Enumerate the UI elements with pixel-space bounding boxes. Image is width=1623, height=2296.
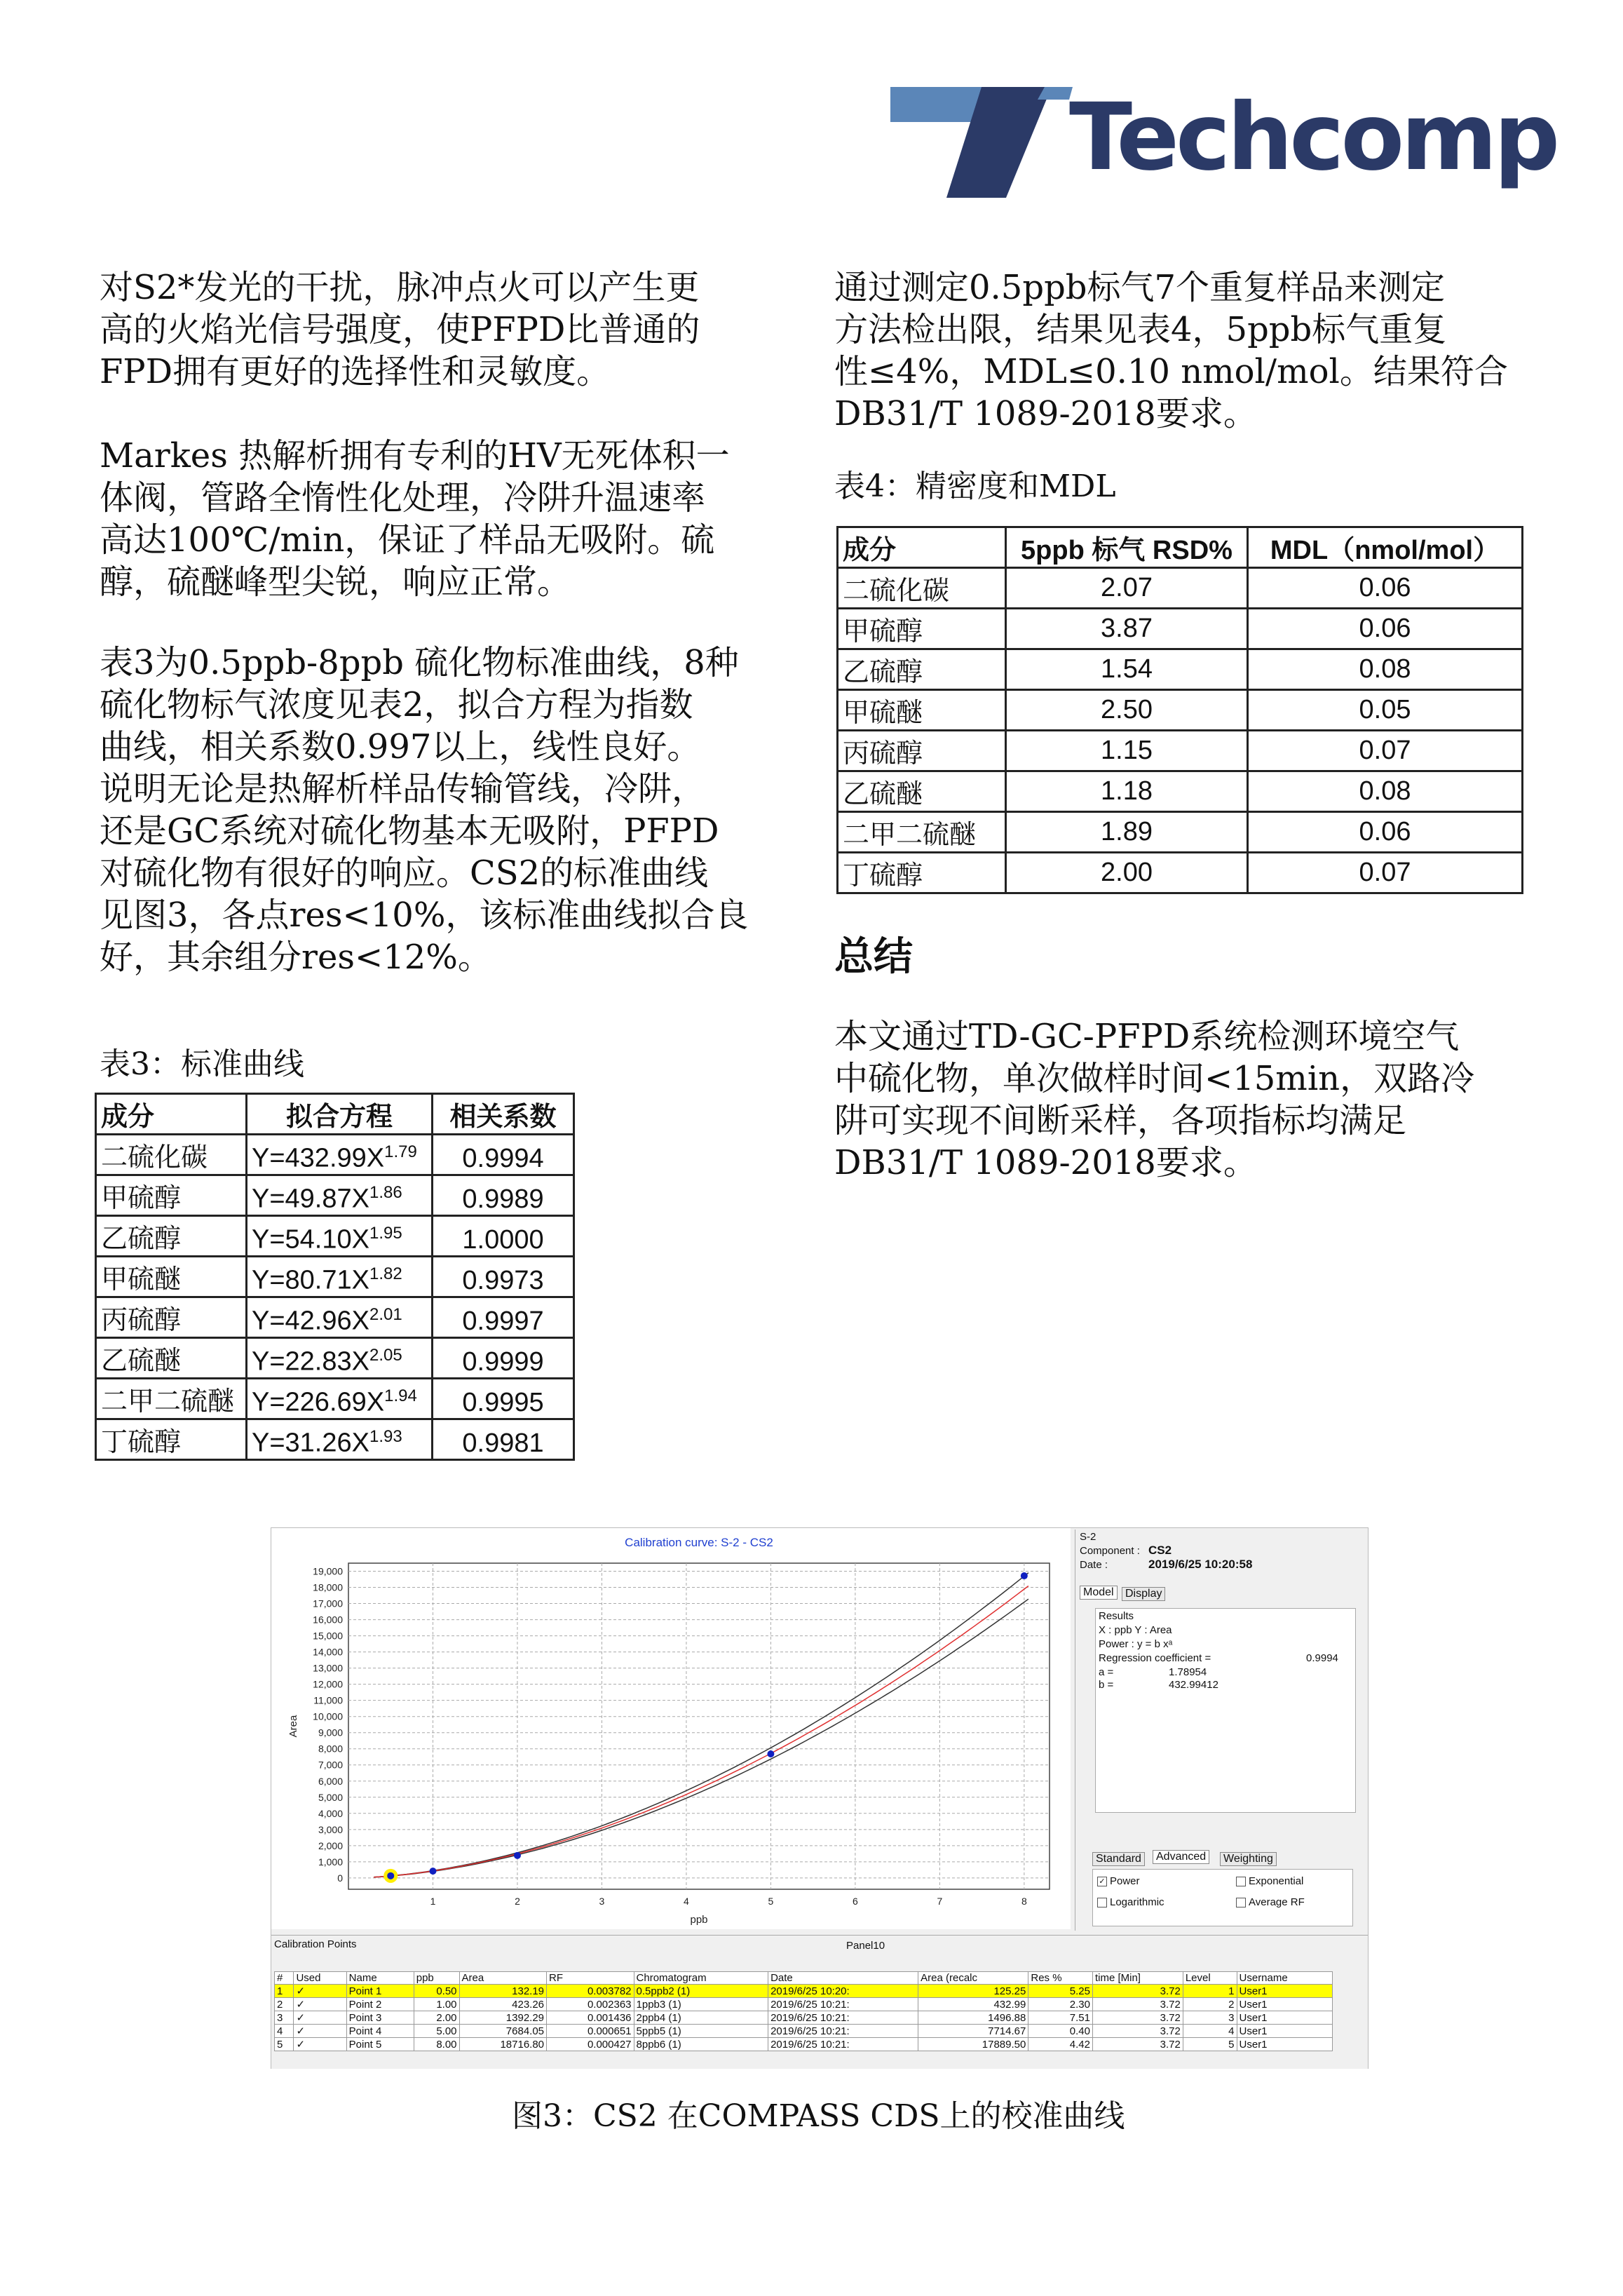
points-cell: 8.00 — [414, 2038, 459, 2051]
y-tick-label: 16,000 — [313, 1614, 343, 1626]
panel-label: Panel10 — [846, 1940, 885, 1952]
y-tick-label: 8,000 — [318, 1743, 343, 1755]
fit-equation — [247, 1297, 433, 1338]
component-name: 甲硫醚 — [838, 690, 1006, 731]
points-cell: ✓ — [294, 2025, 346, 2038]
table4-row — [838, 649, 1523, 690]
table3-row — [96, 1297, 574, 1338]
table4 — [836, 526, 1523, 894]
checkbox-icon[interactable] — [1236, 1877, 1246, 1886]
equation-exponent: 1.94 — [384, 1386, 417, 1406]
points-cell: 0.003782 — [547, 1985, 634, 1998]
points-cell: 2019/6/25 10:20: — [768, 1985, 918, 1998]
component-name: 丁硫醇 — [96, 1419, 247, 1460]
x-tick-label: 1 — [430, 1896, 436, 1907]
checkbox-icon[interactable] — [1097, 1898, 1107, 1907]
points-cell: 132.19 — [459, 1985, 547, 1998]
tab-weighting[interactable]: Weighting — [1220, 1852, 1277, 1866]
points-cell: 18716.80 — [459, 2038, 547, 2051]
table4-caption: 表4：精密度和MDL — [834, 468, 1116, 504]
y-tick-label: 3,000 — [318, 1823, 343, 1835]
option-average-rf[interactable]: Average RF — [1236, 1896, 1305, 1908]
points-cell: User1 — [1237, 1985, 1332, 1998]
fit-equation — [247, 1216, 433, 1257]
points-cell: 5.00 — [414, 2025, 459, 2038]
x-tick-label: 5 — [768, 1896, 774, 1907]
component-name: 甲硫醇 — [96, 1175, 247, 1216]
component-value: CS2 — [1148, 1544, 1172, 1557]
points-cell: 7714.67 — [918, 2025, 1028, 2038]
component-name: 甲硫醇 — [838, 609, 1006, 649]
date-label: Date : — [1080, 1559, 1108, 1571]
table4-row — [838, 609, 1523, 649]
table4-row — [838, 812, 1523, 853]
points-cell: 1.00 — [414, 1998, 459, 2011]
table3-row — [96, 1135, 574, 1175]
equation-exponent: 2.05 — [369, 1346, 402, 1365]
points-cell: 2019/6/25 10:21: — [768, 2038, 918, 2051]
points-cell: 4.42 — [1028, 2038, 1093, 2051]
option-exponential[interactable]: Exponential — [1236, 1875, 1303, 1887]
component-name: 二甲二硫醚 — [838, 812, 1006, 853]
results-label: Results — [1099, 1610, 1134, 1622]
points-header-cell[interactable]: Level — [1183, 1972, 1237, 1985]
y-tick-label: 13,000 — [313, 1662, 343, 1674]
rsd-value: 1.18 — [1006, 771, 1248, 812]
left-paragraph-1: 对S2*发光的干扰，脉冲点火可以产生更 高的火焰光信号强度，使PFPD比普通的 FPD拥有更好的选择性和灵敏度。 — [100, 268, 700, 391]
points-cell: ✓ — [294, 1985, 346, 1998]
points-cell: 3.72 — [1092, 1985, 1183, 1998]
y-tick-label: 11,000 — [313, 1694, 343, 1706]
points-cell: 3.72 — [1092, 1998, 1183, 2011]
fit-equation — [247, 1175, 433, 1216]
equation-base: Y=42.96X — [252, 1306, 369, 1336]
points-cell: 3.72 — [1092, 2025, 1183, 2038]
table3-header: 成分 — [96, 1094, 247, 1135]
plot-area — [348, 1563, 1050, 1889]
rsd-value: 3.87 — [1006, 609, 1248, 649]
points-cell: 2019/6/25 10:21: — [768, 2025, 918, 2038]
regression-value: 0.9994 — [1306, 1652, 1338, 1664]
points-cell: 1 — [1183, 1985, 1237, 1998]
points-header-cell[interactable]: Area (recalc — [918, 1972, 1028, 1985]
points-cell: Point 4 — [346, 2025, 414, 2038]
component-name: 丙硫醇 — [838, 731, 1006, 771]
y-tick-label: 1,000 — [318, 1856, 343, 1868]
tab-standard[interactable]: Standard — [1092, 1852, 1145, 1866]
mdl-value: 0.06 — [1248, 568, 1523, 609]
points-cell: 3 — [275, 2011, 294, 2025]
points-row[interactable] — [275, 1985, 1333, 1998]
table3-header: 相关系数 — [433, 1094, 574, 1135]
y-tick-label: 15,000 — [313, 1630, 343, 1642]
points-header-cell[interactable]: Used — [294, 1972, 346, 1985]
points-cell: 0.001436 — [547, 2011, 634, 2025]
points-header-cell[interactable]: Name — [346, 1972, 414, 1985]
points-cell: User1 — [1237, 2025, 1332, 2038]
y-tick-label: 19,000 — [313, 1565, 343, 1577]
table4-row — [838, 690, 1523, 731]
a-value: 1.78954 — [1169, 1666, 1207, 1678]
table3 — [95, 1093, 575, 1461]
y-tick-label: 10,000 — [313, 1710, 343, 1722]
rsd-value: 2.07 — [1006, 568, 1248, 609]
x-tick-label: 4 — [684, 1896, 689, 1907]
points-cell: 3 — [1183, 2011, 1237, 2025]
points-cell: 3.72 — [1092, 2011, 1183, 2025]
mdl-value: 0.07 — [1248, 853, 1523, 893]
points-cell: ✓ — [294, 1998, 346, 2011]
logo-text: Techcomp — [1069, 83, 1557, 191]
table4-row — [838, 771, 1523, 812]
points-header-cell[interactable]: Area — [459, 1972, 547, 1985]
table3-header-row — [96, 1094, 574, 1135]
y-tick-label: 12,000 — [313, 1678, 343, 1690]
power-text: Power : y = b xᵃ — [1099, 1638, 1173, 1650]
table3-row — [96, 1175, 574, 1216]
equation-exponent: 1.93 — [369, 1427, 402, 1447]
data-point — [514, 1852, 521, 1859]
equation-exponent: 2.01 — [369, 1305, 402, 1325]
y-axis-label: Area — [287, 1715, 299, 1738]
points-cell: 7684.05 — [459, 2025, 547, 2038]
y-tick-label: 17,000 — [313, 1598, 343, 1609]
equation-exponent: 1.86 — [369, 1183, 402, 1203]
points-header-cell[interactable]: Username — [1237, 1972, 1332, 1985]
y-tick-label: 2,000 — [318, 1839, 343, 1851]
points-cell: 8ppb6 (1) — [634, 2038, 768, 2051]
fit-equation — [247, 1257, 433, 1297]
checkbox-icon[interactable] — [1236, 1898, 1246, 1907]
fit-equation — [247, 1419, 433, 1460]
mdl-value: 0.06 — [1248, 812, 1523, 853]
y-tick-label: 14,000 — [313, 1646, 343, 1658]
points-row[interactable] — [275, 2025, 1333, 2038]
points-header-cell[interactable]: Res % — [1028, 1972, 1093, 1985]
equation-exponent: 1.82 — [369, 1264, 402, 1284]
points-cell: 0.002363 — [547, 1998, 634, 2011]
points-header-cell[interactable]: time [Min] — [1092, 1972, 1183, 1985]
table3-row — [96, 1338, 574, 1379]
component-name: 乙硫醇 — [838, 649, 1006, 690]
points-cell: 0.40 — [1028, 2025, 1093, 2038]
table4-header: MDL（nmol/mol） — [1248, 527, 1523, 568]
equation-base: Y=54.10X — [252, 1225, 369, 1255]
table3-header: 拟合方程 — [247, 1094, 433, 1135]
mdl-value: 0.06 — [1248, 609, 1523, 649]
points-label: Calibration Points — [274, 1938, 357, 1950]
component-name: 甲硫醚 — [96, 1257, 247, 1297]
option-power[interactable]: ✓ Power — [1097, 1875, 1140, 1887]
points-cell: 1392.29 — [459, 2011, 547, 2025]
table4-header: 成分 — [838, 527, 1006, 568]
points-cell: User1 — [1237, 1998, 1332, 2011]
table3-caption: 表3：标准曲线 — [100, 1046, 304, 1082]
a-label: a = — [1099, 1666, 1114, 1678]
fit-equation — [247, 1338, 433, 1379]
x-tick-label: 7 — [937, 1896, 943, 1907]
points-cell: User1 — [1237, 2011, 1332, 2025]
equation-base: Y=49.87X — [252, 1184, 369, 1214]
b-label: b = — [1099, 1679, 1114, 1691]
y-tick-label: 5,000 — [318, 1791, 343, 1803]
table3-row — [96, 1216, 574, 1257]
y-tick-label: 0 — [337, 1872, 343, 1884]
points-header-cell[interactable]: Chromatogram — [634, 1972, 768, 1985]
points-cell: 125.25 — [918, 1985, 1028, 1998]
points-cell: 1ppb3 (1) — [634, 1998, 768, 2011]
model-options — [1092, 1869, 1353, 1926]
figure-caption: 图3：CS2 在COMPASS CDS上的校准曲线 — [512, 2098, 1125, 2134]
points-cell: 4 — [1183, 2025, 1237, 2038]
tab-model[interactable]: Model — [1080, 1586, 1118, 1600]
table4-row — [838, 731, 1523, 771]
tab-display[interactable]: Display — [1122, 1587, 1165, 1601]
date-value: 2019/6/25 10:20:58 — [1148, 1558, 1253, 1571]
chart-title: Calibration curve: S-2 - CS2 — [625, 1536, 773, 1549]
results-box — [1095, 1608, 1356, 1813]
correlation-coefficient: 0.9981 — [433, 1419, 574, 1460]
points-cell: 432.99 — [918, 1998, 1028, 2011]
tab-advanced[interactable]: Advanced — [1153, 1850, 1209, 1864]
points-cell: 423.26 — [459, 1998, 547, 2011]
rsd-value: 2.00 — [1006, 853, 1248, 893]
correlation-coefficient: 0.9995 — [433, 1379, 574, 1419]
points-row[interactable] — [275, 2011, 1333, 2025]
points-cell: Point 5 — [346, 2038, 414, 2051]
table4-header-row — [838, 527, 1523, 568]
points-header-row — [275, 1972, 1333, 1985]
points-cell: 1496.88 — [918, 2011, 1028, 2025]
y-tick-label: 7,000 — [318, 1759, 343, 1771]
points-cell: 2 — [275, 1998, 294, 2011]
points-cell: 2.00 — [414, 2011, 459, 2025]
points-cell: 2 — [1183, 1998, 1237, 2011]
rsd-value: 1.89 — [1006, 812, 1248, 853]
x-tick-label: 6 — [852, 1896, 858, 1907]
rsd-value: 1.54 — [1006, 649, 1248, 690]
component-name: 乙硫醚 — [96, 1338, 247, 1379]
correlation-coefficient: 1.0000 — [433, 1216, 574, 1257]
data-point — [387, 1872, 394, 1879]
y-tick-label: 4,000 — [318, 1807, 343, 1819]
component-name: 丙硫醇 — [96, 1297, 247, 1338]
points-cell: 0.000651 — [547, 2025, 634, 2038]
table4-header: 5ppb 标气 RSD% — [1006, 527, 1248, 568]
equation-exponent: 1.95 — [369, 1224, 402, 1243]
points-cell: 0.000427 — [547, 2038, 634, 2051]
points-cell: 5.25 — [1028, 1985, 1093, 1998]
points-cell: Point 2 — [346, 1998, 414, 2011]
points-cell: 17889.50 — [918, 2038, 1028, 2051]
points-header-cell[interactable]: RF — [547, 1972, 634, 1985]
component-name: 二甲二硫醚 — [96, 1379, 247, 1419]
x-tick-label: 3 — [599, 1896, 605, 1907]
right-paragraph-1: 通过测定0.5ppb标气7个重复样品来测定 方法检出限，结果见表4，5ppb标气重复 性≤4%，MDL≤0.10 nmol/mol。结果符合 DB31/T 1089-2018要求。 — [834, 268, 1508, 433]
techcomp-mark-icon — [890, 79, 1073, 198]
component-label: Component : — [1080, 1545, 1140, 1557]
component-name: 二硫化碳 — [838, 568, 1006, 609]
correlation-coefficient: 0.9999 — [433, 1338, 574, 1379]
mdl-value: 0.07 — [1248, 731, 1523, 771]
info-panel — [1075, 1529, 1367, 1931]
mdl-value: 0.05 — [1248, 690, 1523, 731]
data-point — [1021, 1572, 1028, 1579]
logo — [890, 79, 1563, 198]
rsd-value: 2.50 — [1006, 690, 1248, 731]
equation-base: Y=22.83X — [252, 1347, 369, 1377]
points-cell: 2019/6/25 10:21: — [768, 2011, 918, 2025]
component-name: 乙硫醚 — [838, 771, 1006, 812]
table3-row — [96, 1379, 574, 1419]
y-tick-label: 6,000 — [318, 1775, 343, 1787]
table4-row — [838, 853, 1523, 893]
table3-row — [96, 1257, 574, 1297]
points-cell: 0.50 — [414, 1985, 459, 1998]
points-cell: ✓ — [294, 2038, 346, 2051]
correlation-coefficient: 0.9994 — [433, 1135, 574, 1175]
calibration-software-screenshot — [271, 1527, 1369, 2069]
rsd-value: 1.15 — [1006, 731, 1248, 771]
data-point — [429, 1868, 436, 1875]
mdl-value: 0.08 — [1248, 649, 1523, 690]
equation-base: Y=80.71X — [252, 1266, 369, 1295]
points-row[interactable] — [275, 2038, 1333, 2051]
regression-label: Regression coefficient = — [1099, 1652, 1211, 1664]
left-paragraph-2: Markes 热解析拥有专利的HV无死体积一 体阀，管路全惰性化处理，冷阱升温速率 高达100℃/min，保证了样品无吸附。硫 醇，硫醚峰型尖锐，响应正常。 — [100, 436, 730, 602]
checkbox-checked-icon[interactable]: ✓ — [1097, 1877, 1107, 1886]
equation-base: Y=226.69X — [252, 1388, 385, 1417]
points-cell: 5 — [275, 2038, 294, 2051]
points-cell: 0.5ppb2 (1) — [634, 1985, 768, 1998]
points-cell: User1 — [1237, 2038, 1332, 2051]
calibration-points-table — [274, 1971, 1333, 2051]
summary-paragraph: 本文通过TD-GC-PFPD系统检测环境空气 中硫化物，单次做样时间<15min，双路冷 阱可实现不间断采样，各项指标均满足 DB31/T 1089-2018要求。 — [834, 1017, 1475, 1182]
points-header-cell[interactable]: ppb — [414, 1972, 459, 1985]
option-logarithmic[interactable]: Logarithmic — [1097, 1896, 1164, 1908]
points-cell: 7.51 — [1028, 2011, 1093, 2025]
points-cell: 2ppb4 (1) — [634, 2011, 768, 2025]
summary-heading: 总结 — [834, 934, 913, 980]
component-name: 二硫化碳 — [96, 1135, 247, 1175]
correlation-coefficient: 0.9997 — [433, 1297, 574, 1338]
points-cell: 3.72 — [1092, 2038, 1183, 2051]
equation-base: Y=31.26X — [252, 1429, 369, 1458]
component-name: 丁硫醇 — [838, 853, 1006, 893]
fit-equation — [247, 1379, 433, 1419]
points-row[interactable] — [275, 1998, 1333, 2011]
table4-row — [838, 568, 1523, 609]
points-cell: 5 — [1183, 2038, 1237, 2051]
x-axis-label: ppb — [690, 1914, 708, 1926]
table3-row — [96, 1419, 574, 1460]
points-header-cell[interactable]: Date — [768, 1972, 918, 1985]
equation-exponent: 1.79 — [384, 1142, 417, 1162]
points-cell: 5ppb5 (1) — [634, 2025, 768, 2038]
calibration-chart — [271, 1528, 1071, 1929]
x-tick-label: 8 — [1021, 1896, 1027, 1907]
points-cell: 1 — [275, 1985, 294, 1998]
data-point — [767, 1750, 774, 1757]
points-cell: 2.30 — [1028, 1998, 1093, 2011]
points-cell: 2019/6/25 10:21: — [768, 1998, 918, 2011]
equation-base: Y=432.99X — [252, 1144, 385, 1173]
correlation-coefficient: 0.9973 — [433, 1257, 574, 1297]
component-name: 乙硫醇 — [96, 1216, 247, 1257]
points-cell: 4 — [275, 2025, 294, 2038]
left-paragraph-3: 表3为0.5ppb-8ppb 硫化物标准曲线，8种 硫化物标气浓度见表2，拟合方程为指数 曲线，相关系数0.997以上，线性良好。 说明无论是热解析样品传输管线，冷阱， 还是GC系统对硫化物基本无吸附，PFPD 对硫化物有很好的响应。CS2的标准曲线 见图3，各点res<10%，该标准曲线拟合良 好，其余组分res<12%。 — [100, 643, 749, 977]
sample-name: S-2 — [1080, 1531, 1096, 1543]
correlation-coefficient: 0.9989 — [433, 1175, 574, 1216]
b-value: 432.99412 — [1169, 1679, 1218, 1691]
y-tick-label: 9,000 — [318, 1727, 343, 1738]
axes-text: X : ppb Y : Area — [1099, 1624, 1172, 1636]
points-cell: ✓ — [294, 2011, 346, 2025]
mdl-value: 0.08 — [1248, 771, 1523, 812]
y-tick-label: 18,000 — [313, 1581, 343, 1593]
points-cell: Point 3 — [346, 2011, 414, 2025]
x-tick-label: 2 — [515, 1896, 520, 1907]
fit-equation — [247, 1135, 433, 1175]
points-cell: Point 1 — [346, 1985, 414, 1998]
points-header-cell[interactable]: # — [275, 1972, 294, 1985]
